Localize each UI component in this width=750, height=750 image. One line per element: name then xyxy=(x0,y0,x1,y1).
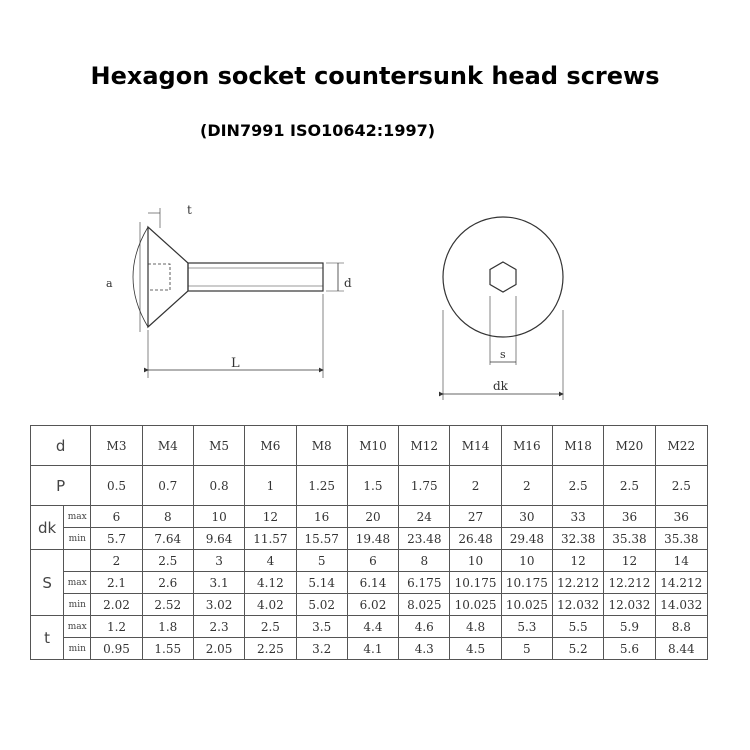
t-min-value: 4.1 xyxy=(347,638,398,660)
t-min-value: 4.5 xyxy=(450,638,501,660)
size-cell: M4 xyxy=(142,426,193,466)
t-max-value: 2.3 xyxy=(193,616,244,638)
t-min-value: 1.55 xyxy=(142,638,193,660)
t-label: t xyxy=(31,616,64,660)
s-max-value: 6.14 xyxy=(347,572,398,594)
size-cell: M3 xyxy=(91,426,142,466)
dk-min-value: 32.38 xyxy=(553,528,604,550)
dk-min-label: min xyxy=(64,528,91,550)
t-max-label: max xyxy=(64,616,91,638)
s-min-value: 12.032 xyxy=(604,594,655,616)
screw-technical-drawing xyxy=(0,190,750,415)
s-nominal-value: 2.5 xyxy=(142,550,193,572)
s-max-row xyxy=(31,572,708,594)
dk-max-value: 6 xyxy=(91,506,142,528)
s-max-value: 14.212 xyxy=(655,572,707,594)
dk-max-value: 8 xyxy=(142,506,193,528)
s-nominal-label xyxy=(64,550,91,572)
dk-max-label: max xyxy=(64,506,91,528)
dk-label: dk xyxy=(31,506,64,550)
t-max-value: 2.5 xyxy=(245,616,296,638)
s-min-value: 12.032 xyxy=(553,594,604,616)
l-length-label: L xyxy=(231,356,240,371)
size-cell: M8 xyxy=(296,426,347,466)
size-cell: M10 xyxy=(347,426,398,466)
dk-max-value: 20 xyxy=(347,506,398,528)
pitch-value: 2.5 xyxy=(655,466,707,506)
s-max-value: 3.1 xyxy=(193,572,244,594)
s-min-value: 6.02 xyxy=(347,594,398,616)
t-min-value: 2.05 xyxy=(193,638,244,660)
t-dimension-label: t xyxy=(187,203,192,217)
dk-max-value: 36 xyxy=(655,506,707,528)
s-nominal-value: 10 xyxy=(450,550,501,572)
t-min-value: 2.25 xyxy=(245,638,296,660)
s-min-value: 14.032 xyxy=(655,594,707,616)
dk-min-value: 23.48 xyxy=(399,528,450,550)
s-max-value: 10.175 xyxy=(501,572,552,594)
size-cell: M14 xyxy=(450,426,501,466)
s-min-value: 5.02 xyxy=(296,594,347,616)
t-max-value: 1.2 xyxy=(91,616,142,638)
pitch-value: 2.5 xyxy=(553,466,604,506)
screw-dimension-table xyxy=(30,425,708,660)
t-min-value: 4.3 xyxy=(399,638,450,660)
s-min-value: 10.025 xyxy=(450,594,501,616)
s-min-row xyxy=(31,594,708,616)
pitch-value: 2 xyxy=(450,466,501,506)
pitch-row xyxy=(31,466,708,506)
t-min-row xyxy=(31,638,708,660)
s-nominal-value: 6 xyxy=(347,550,398,572)
t-max-row xyxy=(31,616,708,638)
t-max-value: 4.4 xyxy=(347,616,398,638)
dk-max-value: 10 xyxy=(193,506,244,528)
size-cell: M6 xyxy=(245,426,296,466)
t-max-value: 5.9 xyxy=(604,616,655,638)
pitch-value: 0.8 xyxy=(193,466,244,506)
dk-min-value: 9.64 xyxy=(193,528,244,550)
screw-side-view xyxy=(133,208,344,378)
dk-max-value: 30 xyxy=(501,506,552,528)
s-max-value: 6.175 xyxy=(399,572,450,594)
s-max-value: 5.14 xyxy=(296,572,347,594)
s-max-value: 12.212 xyxy=(604,572,655,594)
t-min-value: 0.95 xyxy=(91,638,142,660)
dk-min-value: 5.7 xyxy=(91,528,142,550)
size-cell: M18 xyxy=(553,426,604,466)
t-min-value: 5.6 xyxy=(604,638,655,660)
dk-head-diameter-label: dk xyxy=(493,379,508,393)
dk-min-value: 29.48 xyxy=(501,528,552,550)
s-nominal-value: 8 xyxy=(399,550,450,572)
s-max-value: 2.1 xyxy=(91,572,142,594)
t-max-value: 4.6 xyxy=(399,616,450,638)
t-min-value: 5.2 xyxy=(553,638,604,660)
dk-max-value: 36 xyxy=(604,506,655,528)
dk-min-value: 19.48 xyxy=(347,528,398,550)
s-nominal-value: 14 xyxy=(655,550,707,572)
dk-max-value: 16 xyxy=(296,506,347,528)
s-min-label: min xyxy=(64,594,91,616)
dk-max-value: 27 xyxy=(450,506,501,528)
t-max-value: 8.8 xyxy=(655,616,707,638)
dk-min-row xyxy=(31,528,708,550)
s-min-value: 2.02 xyxy=(91,594,142,616)
dk-min-value: 11.57 xyxy=(245,528,296,550)
standard-subtitle: (DIN7991 ISO10642:1997) xyxy=(200,121,436,140)
size-cell: M20 xyxy=(604,426,655,466)
page-title: Hexagon socket countersunk head screws xyxy=(90,62,660,90)
s-label: S xyxy=(31,550,64,616)
pitch-value: 2 xyxy=(501,466,552,506)
s-nominal-value: 2 xyxy=(91,550,142,572)
d-diameter-label: d xyxy=(344,276,352,290)
s-min-value: 10.025 xyxy=(501,594,552,616)
s-socket-label: s xyxy=(500,348,506,361)
s-min-value: 8.025 xyxy=(399,594,450,616)
s-min-value: 3.02 xyxy=(193,594,244,616)
s-nominal-value: 12 xyxy=(604,550,655,572)
dk-max-value: 33 xyxy=(553,506,604,528)
pitch-value: 2.5 xyxy=(604,466,655,506)
pitch-value: 1.25 xyxy=(296,466,347,506)
pitch-value: 1.75 xyxy=(399,466,450,506)
t-min-label: min xyxy=(64,638,91,660)
size-header-row xyxy=(31,426,708,466)
s-nominal-value: 5 xyxy=(296,550,347,572)
s-max-value: 10.175 xyxy=(450,572,501,594)
size-cell: M22 xyxy=(655,426,707,466)
s-min-value: 2.52 xyxy=(142,594,193,616)
corner-label: d xyxy=(31,426,91,466)
s-nominal-value: 10 xyxy=(501,550,552,572)
s-max-value: 2.6 xyxy=(142,572,193,594)
dk-min-value: 35.38 xyxy=(604,528,655,550)
t-max-value: 5.5 xyxy=(553,616,604,638)
t-min-value: 8.44 xyxy=(655,638,707,660)
size-cell: M16 xyxy=(501,426,552,466)
pitch-label: P xyxy=(31,466,91,506)
s-nominal-row xyxy=(31,550,708,572)
s-nominal-value: 4 xyxy=(245,550,296,572)
dk-max-value: 24 xyxy=(399,506,450,528)
a-angle-label: a xyxy=(106,277,113,290)
dk-min-value: 26.48 xyxy=(450,528,501,550)
dk-min-value: 15.57 xyxy=(296,528,347,550)
s-max-label: max xyxy=(64,572,91,594)
s-max-value: 12.212 xyxy=(553,572,604,594)
s-nominal-value: 12 xyxy=(553,550,604,572)
dk-min-value: 35.38 xyxy=(655,528,707,550)
dk-max-value: 12 xyxy=(245,506,296,528)
t-max-value: 1.8 xyxy=(142,616,193,638)
size-cell: M5 xyxy=(193,426,244,466)
t-min-value: 3.2 xyxy=(296,638,347,660)
dk-min-value: 7.64 xyxy=(142,528,193,550)
pitch-value: 0.5 xyxy=(91,466,142,506)
t-max-value: 3.5 xyxy=(296,616,347,638)
screw-top-view xyxy=(443,217,563,400)
t-min-value: 5 xyxy=(501,638,552,660)
t-max-value: 5.3 xyxy=(501,616,552,638)
pitch-value: 0.7 xyxy=(142,466,193,506)
dk-max-row xyxy=(31,506,708,528)
s-nominal-value: 3 xyxy=(193,550,244,572)
pitch-value: 1 xyxy=(245,466,296,506)
s-min-value: 4.02 xyxy=(245,594,296,616)
t-max-value: 4.8 xyxy=(450,616,501,638)
size-cell: M12 xyxy=(399,426,450,466)
pitch-value: 1.5 xyxy=(347,466,398,506)
s-max-value: 4.12 xyxy=(245,572,296,594)
